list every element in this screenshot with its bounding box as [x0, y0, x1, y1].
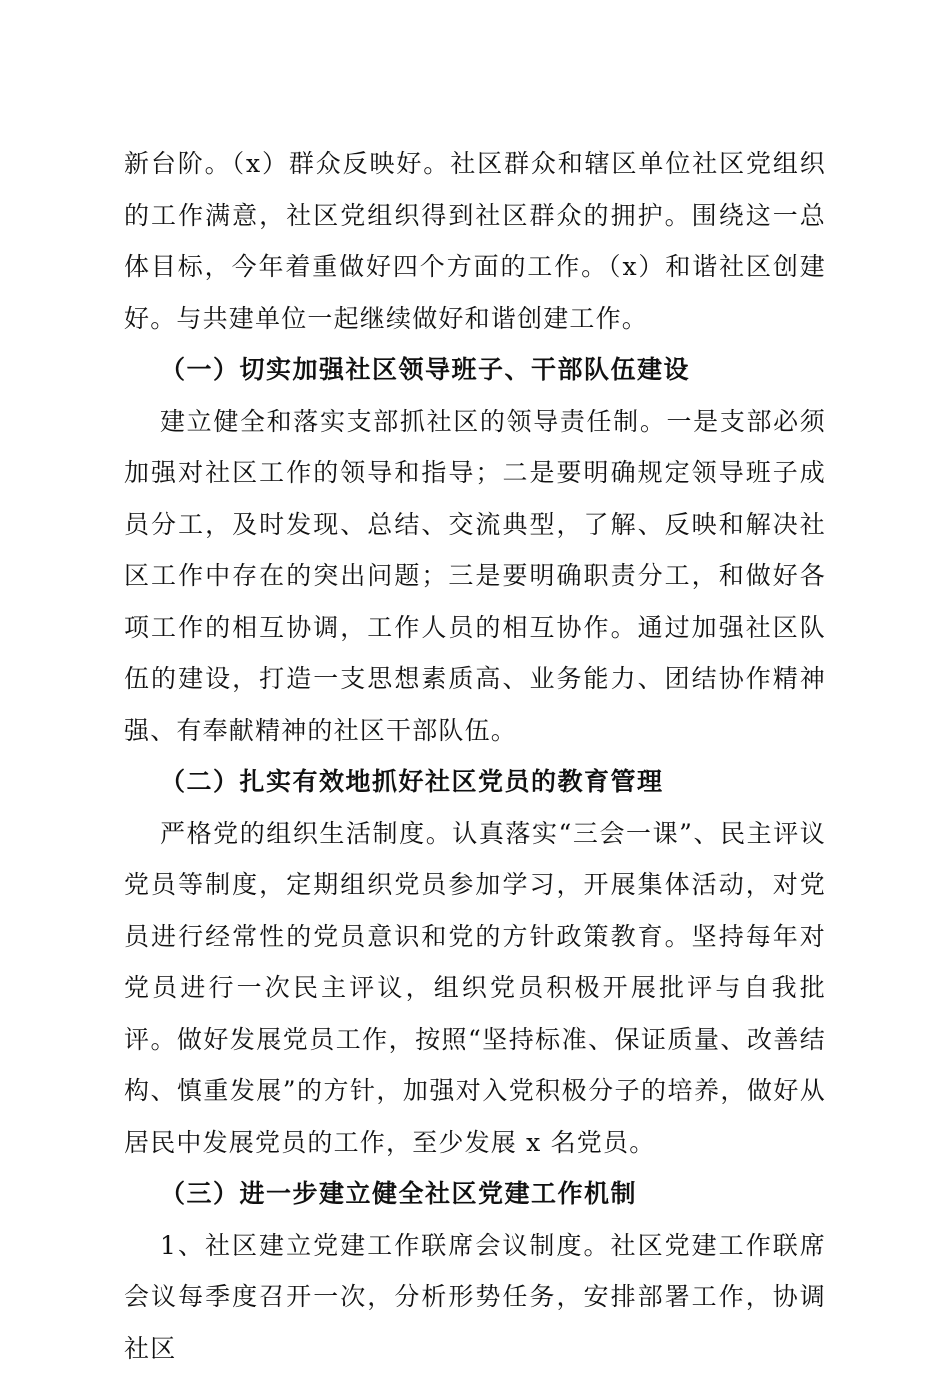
section-heading-2: （二）扎实有效地抓好社区党员的教育管理: [124, 756, 826, 808]
paragraph-intro: 新台阶。（x）群众反映好。社区群众和辖区单位社区党组织的工作满意，社区党组织得到社区群众的拥护。围绕这一总体目标，今年着重做好四个方面的工作。（x）和谐社区创建好。与共建单位一起继续做好和谐创建工作。: [124, 138, 826, 344]
section-heading-3: （三）进一步建立健全社区党建工作机制: [124, 1168, 826, 1220]
document-body: [124, 138, 826, 1374]
paragraph-education: 严格党的组织生活制度。认真落实“三会一课”、民主评议党员等制度，定期组织党员参加学习，开展集体活动，对党员进行经常性的党员意识和党的方针政策教育。坚持每年对党员进行一次民主评议，组织党员积极开展批评与自我批评。做好发展党员工作，按照“坚持标准、保证质量、改善结构、慎重发展”的方针，加强对入党积极分子的培养，做好从居民中发展党员的工作，至少发展 x 名党员。: [124, 808, 826, 1169]
paragraph-leadership: 建立健全和落实支部抓社区的领导责任制。一是支部必须加强对社区工作的领导和指导；二是要明确规定领导班子成员分工，及时发现、总结、交流典型，了解、反映和解决社区工作中存在的突出问题；三是要明确职责分工，和做好各项工作的相互协调，工作人员的相互协作。通过加强社区队伍的建设，打造一支思想素质高、业务能力、团结协作精神强、有奉献精神的社区干部队伍。: [124, 396, 826, 757]
paragraph-mechanism: 1、社区建立党建工作联席会议制度。社区党建工作联席会议每季度召开一次，分析形势任务，安排部署工作，协调社区: [124, 1220, 826, 1374]
section-heading-1: （一）切实加强社区领导班子、干部队伍建设: [124, 344, 826, 396]
